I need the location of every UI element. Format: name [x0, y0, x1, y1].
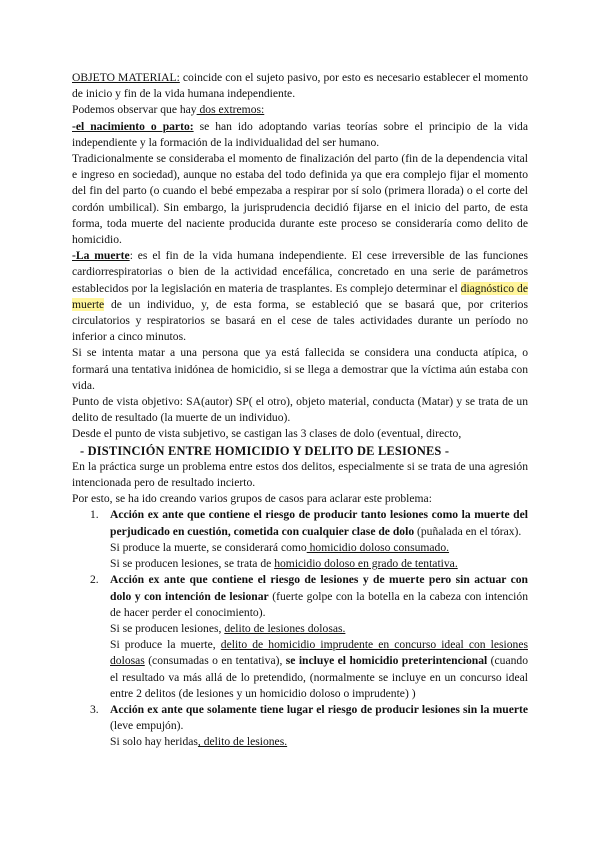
paragraph-fallecida: Si se intenta matar a una persona que ya está fallecida se considera una conducta atípica, o formará una tentativa inidónea de homicidio, si se llega a demostrar que la víctima aún estaba con vida.: [72, 346, 528, 392]
case-title: Acción ex ante que contiene el riesgo de lesiones y de muerte pero sin actuar con dolo y con intención de lesionar: [110, 573, 528, 603]
paragraph-objeto-material: [72, 70, 528, 102]
outcome-text: Si produce la muerte,: [110, 638, 221, 652]
paragraph-nacimiento: [72, 119, 528, 151]
paragraph-muerte: [72, 248, 528, 345]
outcome-text: Si se producen lesiones, se trata de: [110, 557, 275, 571]
paragraph-subjetivo: Desde el punto de vista subjetivo, se castigan las 3 clases de dolo (eventual, directo,: [72, 427, 462, 441]
outcome-text: Si se producen lesiones,: [110, 621, 225, 635]
outcome-text: (cuando el resultado va más allá de lo pretendido, (normalmente se incluye en un concurso ideal entre 2 delitos (de lesiones y un homicidio doloso o imprudente) ): [110, 654, 528, 700]
case-outcome: [110, 540, 528, 556]
case-title: Acción ex ante que solamente tiene lugar el riesgo de producir lesiones sin la muerte: [110, 702, 528, 716]
paragraph-dos-extremos: [72, 102, 528, 118]
outcome-underlined: homicidio doloso en grado de tentativa.: [274, 557, 458, 571]
case-example: (puñalada en el tórax).: [414, 524, 522, 538]
nacimiento-label: -el nacimiento o parto:: [72, 119, 194, 133]
case-example: (fuerte golpe con la botella en la cabeza con intención de hacer perder el conocimiento).: [110, 589, 528, 619]
outcome-text: Si produce la muerte, se considerará como: [110, 540, 307, 554]
case-example: (leve empujón).: [110, 719, 184, 733]
list-item: [72, 572, 528, 702]
muerte-label: -La muerte: [72, 249, 130, 263]
paragraph-objetivo: Punto de vista objetivo: SA(autor) SP( el otro), objeto material, conducta (Matar) y se trata de un delito de resultado (la muerte de un individuo).: [72, 395, 528, 425]
section-heading: - DISTINCIÓN ENTRE HOMICIDIO Y DELITO DE LESIONES -: [80, 443, 450, 458]
outcome-text: (consumadas o en tentativa),: [144, 654, 286, 668]
outcome-underlined: homicidio doloso consumado.: [306, 540, 450, 554]
objeto-material-text: coincide con el sujeto pasivo, por esto es necesario establecer el momento de inicio y fin de la vida humana independiente.: [72, 71, 528, 101]
list-number: 2.: [90, 573, 99, 587]
list-number: 3.: [90, 702, 99, 716]
muerte-text-1: : es el fin de la vida humana independiente. El cese irreversible de las funciones cardiorrespiratorias o bien de la actividad encefálica, concretado en una serie de parámetros establecidos por la legislación en materia de trasplantes. Es complejo determinar el: [72, 249, 528, 295]
case-outcome: [110, 734, 528, 750]
list-item: [72, 507, 528, 572]
nacimiento-text: se han ido adoptando varias teorías sobre el principio de la vida independiente y la formación de la individualidad del ser humano.: [72, 119, 529, 149]
outcome-underlined: delito de lesiones dolosas.: [224, 621, 346, 635]
objeto-material-label: OBJETO MATERIAL:: [72, 71, 180, 84]
paragraph-tradicionalmente: Tradicionalmente se consideraba el momento de finalización del parto (fin de la dependencia vital e ingreso en sociedad), aunque no estaba del todo definida ya que era complejo fijar el momento del fin del parto (o cuando el bebé empezaba a respirar por sí solo (primera llorada) o el corte del cordón umbilical). Sin embargo, la jurisprudencia decidió fijarse en el inicio del parto, de esta forma, toda muerte del naciente producida durante este proceso se consideraría como delito de homicidio.: [72, 152, 528, 247]
outcome-text: Si solo hay heridas: [110, 735, 198, 749]
outcome-underlined: delito de homicidio imprudente en concurso ideal con lesiones dolosas: [110, 638, 528, 668]
list-item: [72, 702, 528, 751]
case-outcome: [110, 556, 528, 572]
dos-extremos-label: dos extremos:: [196, 103, 265, 117]
case-title: Acción ex ante que contiene el riesgo de producir tanto lesiones como la muerte del perjudicado en cuestión, cometida con cualquier clase de dolo: [110, 508, 528, 538]
outcome-bold: se incluye el homicidio preterintencional: [285, 654, 488, 668]
dos-extremos-intro: Podemos observar que hay: [72, 103, 197, 117]
outcome-underlined: , delito de lesiones.: [197, 735, 288, 749]
paragraph-grupos: Por esto, se ha ido creando varios grupos de casos para aclarar este problema:: [72, 492, 432, 506]
list-number: 1.: [90, 508, 99, 522]
case-outcome: [110, 621, 528, 637]
case-list: [72, 507, 528, 750]
highlighted-diagnostico: diagnóstico de muerte: [72, 281, 528, 311]
case-outcome: [110, 637, 528, 702]
muerte-text-2: de un individuo, y, de esta forma, se estableció que se basará que, por criterios circulatorios y respiratorios se basará en el cese de tales actividades durante un período no inferior a cinco minutos.: [72, 297, 528, 344]
paragraph-practica: En la práctica surge un problema entre estos dos delitos, especialmente si se trata de una agresión intencionada pero de resultado incierto.: [72, 459, 528, 490]
